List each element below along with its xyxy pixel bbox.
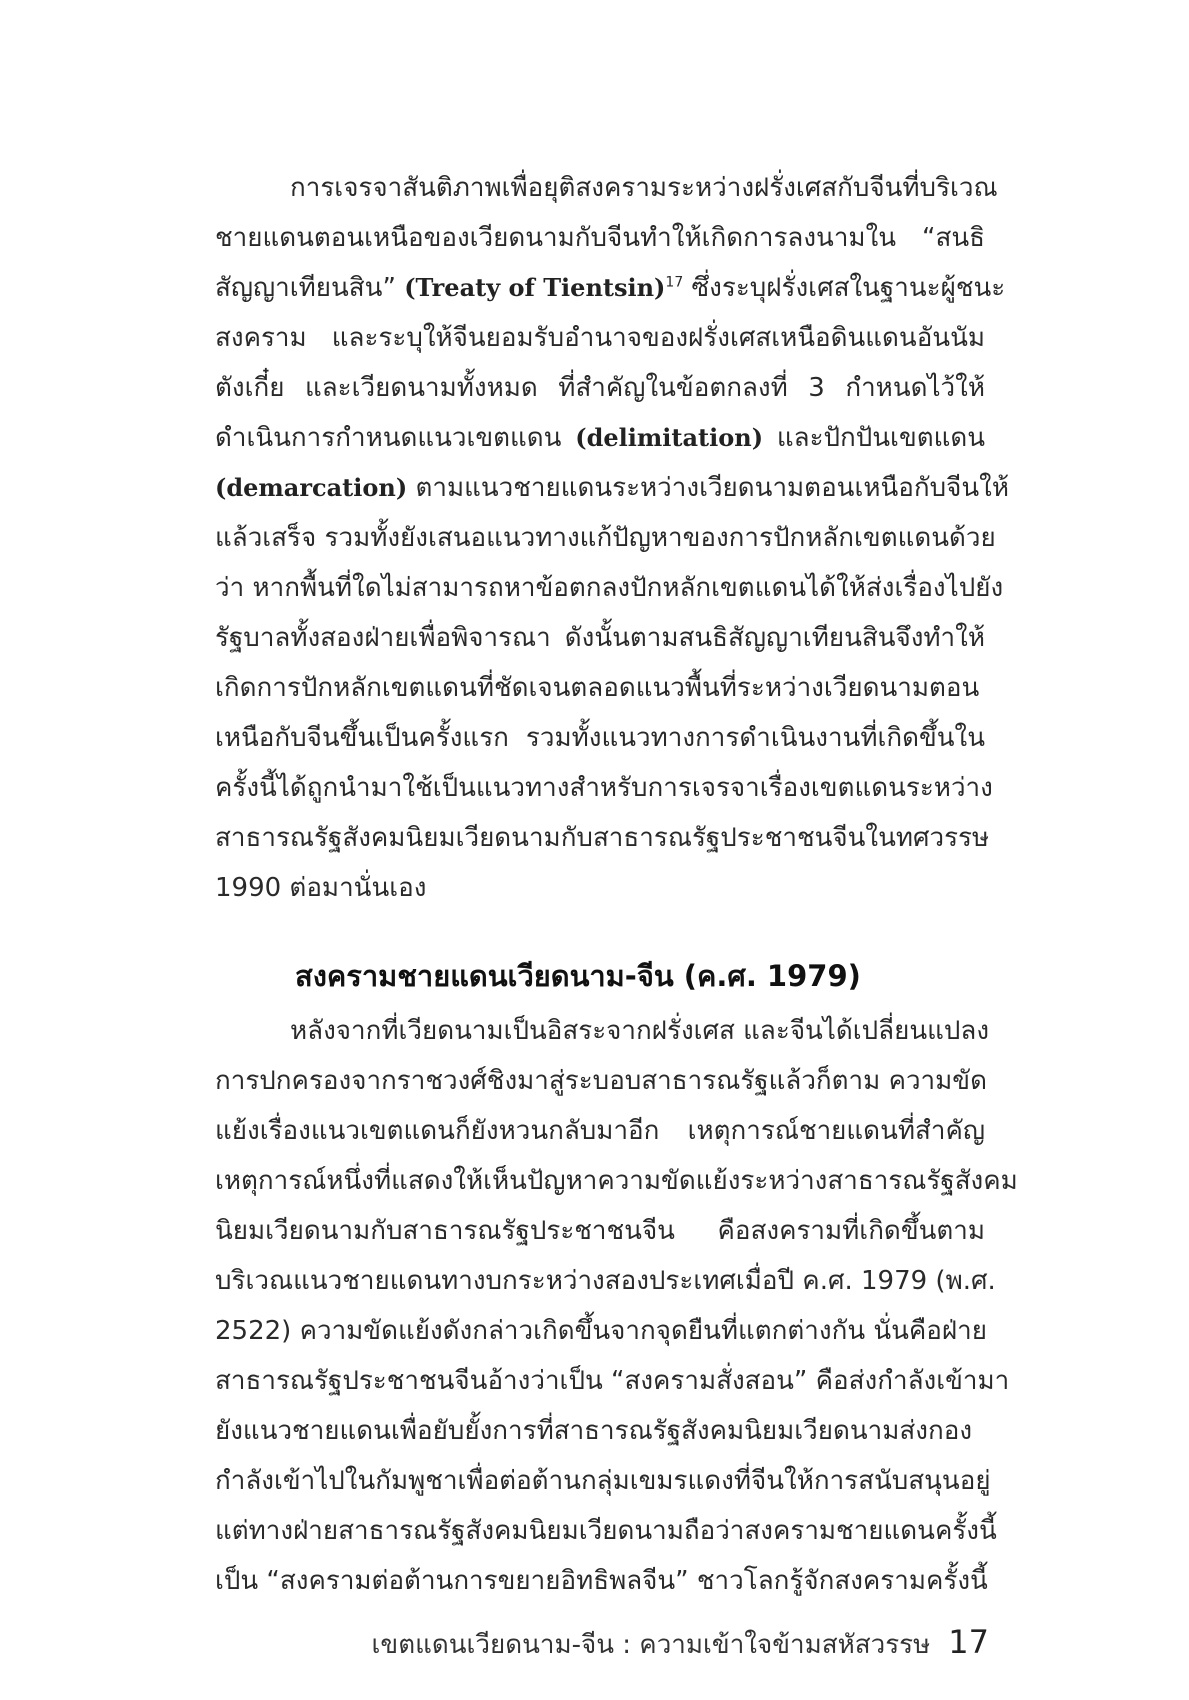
- running-title: เขตแดนเวียดนาม-จีน : ความเข้าใจข้ามสหัสวรรษ: [371, 1630, 931, 1660]
- paragraph-1-line-6-start: ดำเนินการกำหนดแนวเขตแดน: [215, 423, 562, 453]
- paragraph-1-line-2: ชายแดนตอนเหนือของเวียดนามกับจีนทำให้เกิดการลงนามใน “สนธิ: [215, 223, 985, 253]
- paragraph-1-line-13: ครั้งนี้ได้ถูกนำมาใช้เป็นแนวทางสำหรับการเจรจาเรื่องเขตแดนระหว่าง: [215, 773, 993, 803]
- section-heading: สงครามชายแดนเวียดนาม-จีน (ค.ศ. 1979): [295, 959, 861, 993]
- paragraph-1-line-8: แล้วเสร็จ รวมทั้งยังเสนอแนวทางแก้ปัญหาของการปักหลักเขตแดนด้วย: [215, 523, 996, 553]
- paragraph-1-line-10: รัฐบาลทั้งสองฝ่ายเพื่อพิจารณา ดังนั้นตามสนธิสัญญาเทียนสินจึงทำให้: [215, 623, 985, 653]
- paragraph-2-line-5: นิยมเวียดนามกับสาธารณรัฐประชาชนจีน คือสงครามที่เกิดขึ้นตาม: [215, 1216, 985, 1246]
- paragraph-1-line-6: [215, 413, 985, 463]
- paragraph-1-line-14: สาธารณรัฐสังคมนิยมเวียดนามกับสาธารณรัฐประชาชนจีนในทศวรรษ: [215, 823, 990, 853]
- paragraph-2-line-3: แย้งเรื่องแนวเขตแดนก็ยังหวนกลับมาอีก เหตุการณ์ชายแดนที่สำคัญ: [215, 1116, 985, 1146]
- treaty-name-english: (Treaty of Tientsin): [404, 273, 666, 302]
- paragraph-2-line-7: 2522) ความขัดแย้งดังกล่าวเกิดขึ้นจากจุดยืนที่แตกต่างกัน นั่นคือฝ่าย: [215, 1316, 987, 1346]
- paragraph-1-line-3-rest: ซึ่งระบุฝรั่งเศสในฐานะผู้ชนะ: [691, 273, 1006, 303]
- paragraph-1-line-4: สงคราม และระบุให้จีนยอมรับอำนาจของฝรั่งเศสเหนือดินแดนอันนัม: [215, 323, 985, 353]
- term-demarcation: (demarcation): [215, 473, 408, 502]
- paragraph-2-line-12: เป็น “สงครามต่อต้านการขยายอิทธิพลจีน” ชาวโลกรู้จักสงครามครั้งนี้: [215, 1566, 988, 1596]
- paragraph-1-line-5: ตังเกี๋ย และเวียดนามทั้งหมด ที่สำคัญในข้อตกลงที่ 3 กำหนดไว้ให้: [215, 373, 985, 403]
- paragraph-1-line-15: 1990 ต่อมานั่นเอง: [215, 873, 427, 903]
- paragraph-1-line-1: การเจรจาสันติภาพเพื่อยุติสงครามระหว่างฝรั่งเศสกับจีนที่บริเวณ: [290, 173, 998, 203]
- treaty-name-thai: สัญญาเทียนสิน”: [215, 273, 396, 303]
- paragraph-1-line-3: [215, 263, 1006, 313]
- paragraph-1-line-11: เกิดการปักหลักเขตแดนที่ชัดเจนตลอดแนวพื้นที่ระหว่างเวียดนามตอน: [215, 673, 980, 703]
- paragraph-1-line-7: [215, 463, 1009, 513]
- footnote-ref-17[interactable]: 17: [665, 274, 684, 291]
- paragraph-2-line-10: กำลังเข้าไปในกัมพูชาเพื่อต่อต้านกลุ่มเขมรแดงที่จีนให้การสนับสนุนอยู่: [215, 1466, 991, 1496]
- paragraph-2-line-4: เหตุการณ์หนึ่งที่แสดงให้เห็นปัญหาความขัดแย้งระหว่างสาธารณรัฐสังคม: [215, 1166, 1018, 1196]
- paragraph-1-line-12: เหนือกับจีนขึ้นเป็นครั้งแรก รวมทั้งแนวทางการดำเนินงานที่เกิดขึ้นใน: [215, 723, 985, 753]
- paragraph-1-line-7-rest: ตามแนวชายแดนระหว่างเวียดนามตอนเหนือกับจีนให้: [415, 473, 1009, 503]
- paragraph-1-line-6-end: และปักปันเขตแดน: [776, 423, 986, 453]
- page-footer: [372, 1620, 989, 1664]
- paragraph-2-line-9: ยังแนวชายแดนเพื่อยับยั้งการที่สาธารณรัฐสังคมนิยมเวียดนามส่งกอง: [215, 1416, 973, 1446]
- paragraph-2-line-1: หลังจากที่เวียดนามเป็นอิสระจากฝรั่งเศส และจีนได้เปลี่ยนแปลง: [290, 1016, 990, 1046]
- paragraph-2-line-8: สาธารณรัฐประชาชนจีนอ้างว่าเป็น “สงครามสั่งสอน” คือส่งกำลังเข้ามา: [215, 1366, 1010, 1396]
- paragraph-2-line-11: แต่ทางฝ่ายสาธารณรัฐสังคมนิยมเวียดนามถือว่าสงครามชายแดนครั้งนี้: [215, 1516, 997, 1546]
- page-number: 17: [948, 1623, 989, 1661]
- paragraph-1-line-9: ว่า หากพื้นที่ใดไม่สามารถหาข้อตกลงปักหลักเขตแดนได้ให้ส่งเรื่องไปยัง: [215, 573, 1004, 603]
- paragraph-2-line-2: การปกครองจากราชวงศ์ชิงมาสู่ระบอบสาธารณรัฐแล้วก็ตาม ความขัด: [215, 1066, 987, 1096]
- paragraph-2-line-6: บริเวณแนวชายแดนทางบกระหว่างสองประเทศเมื่อปี ค.ศ. 1979 (พ.ศ.: [215, 1266, 996, 1296]
- term-delimitation: (delimitation): [575, 423, 764, 452]
